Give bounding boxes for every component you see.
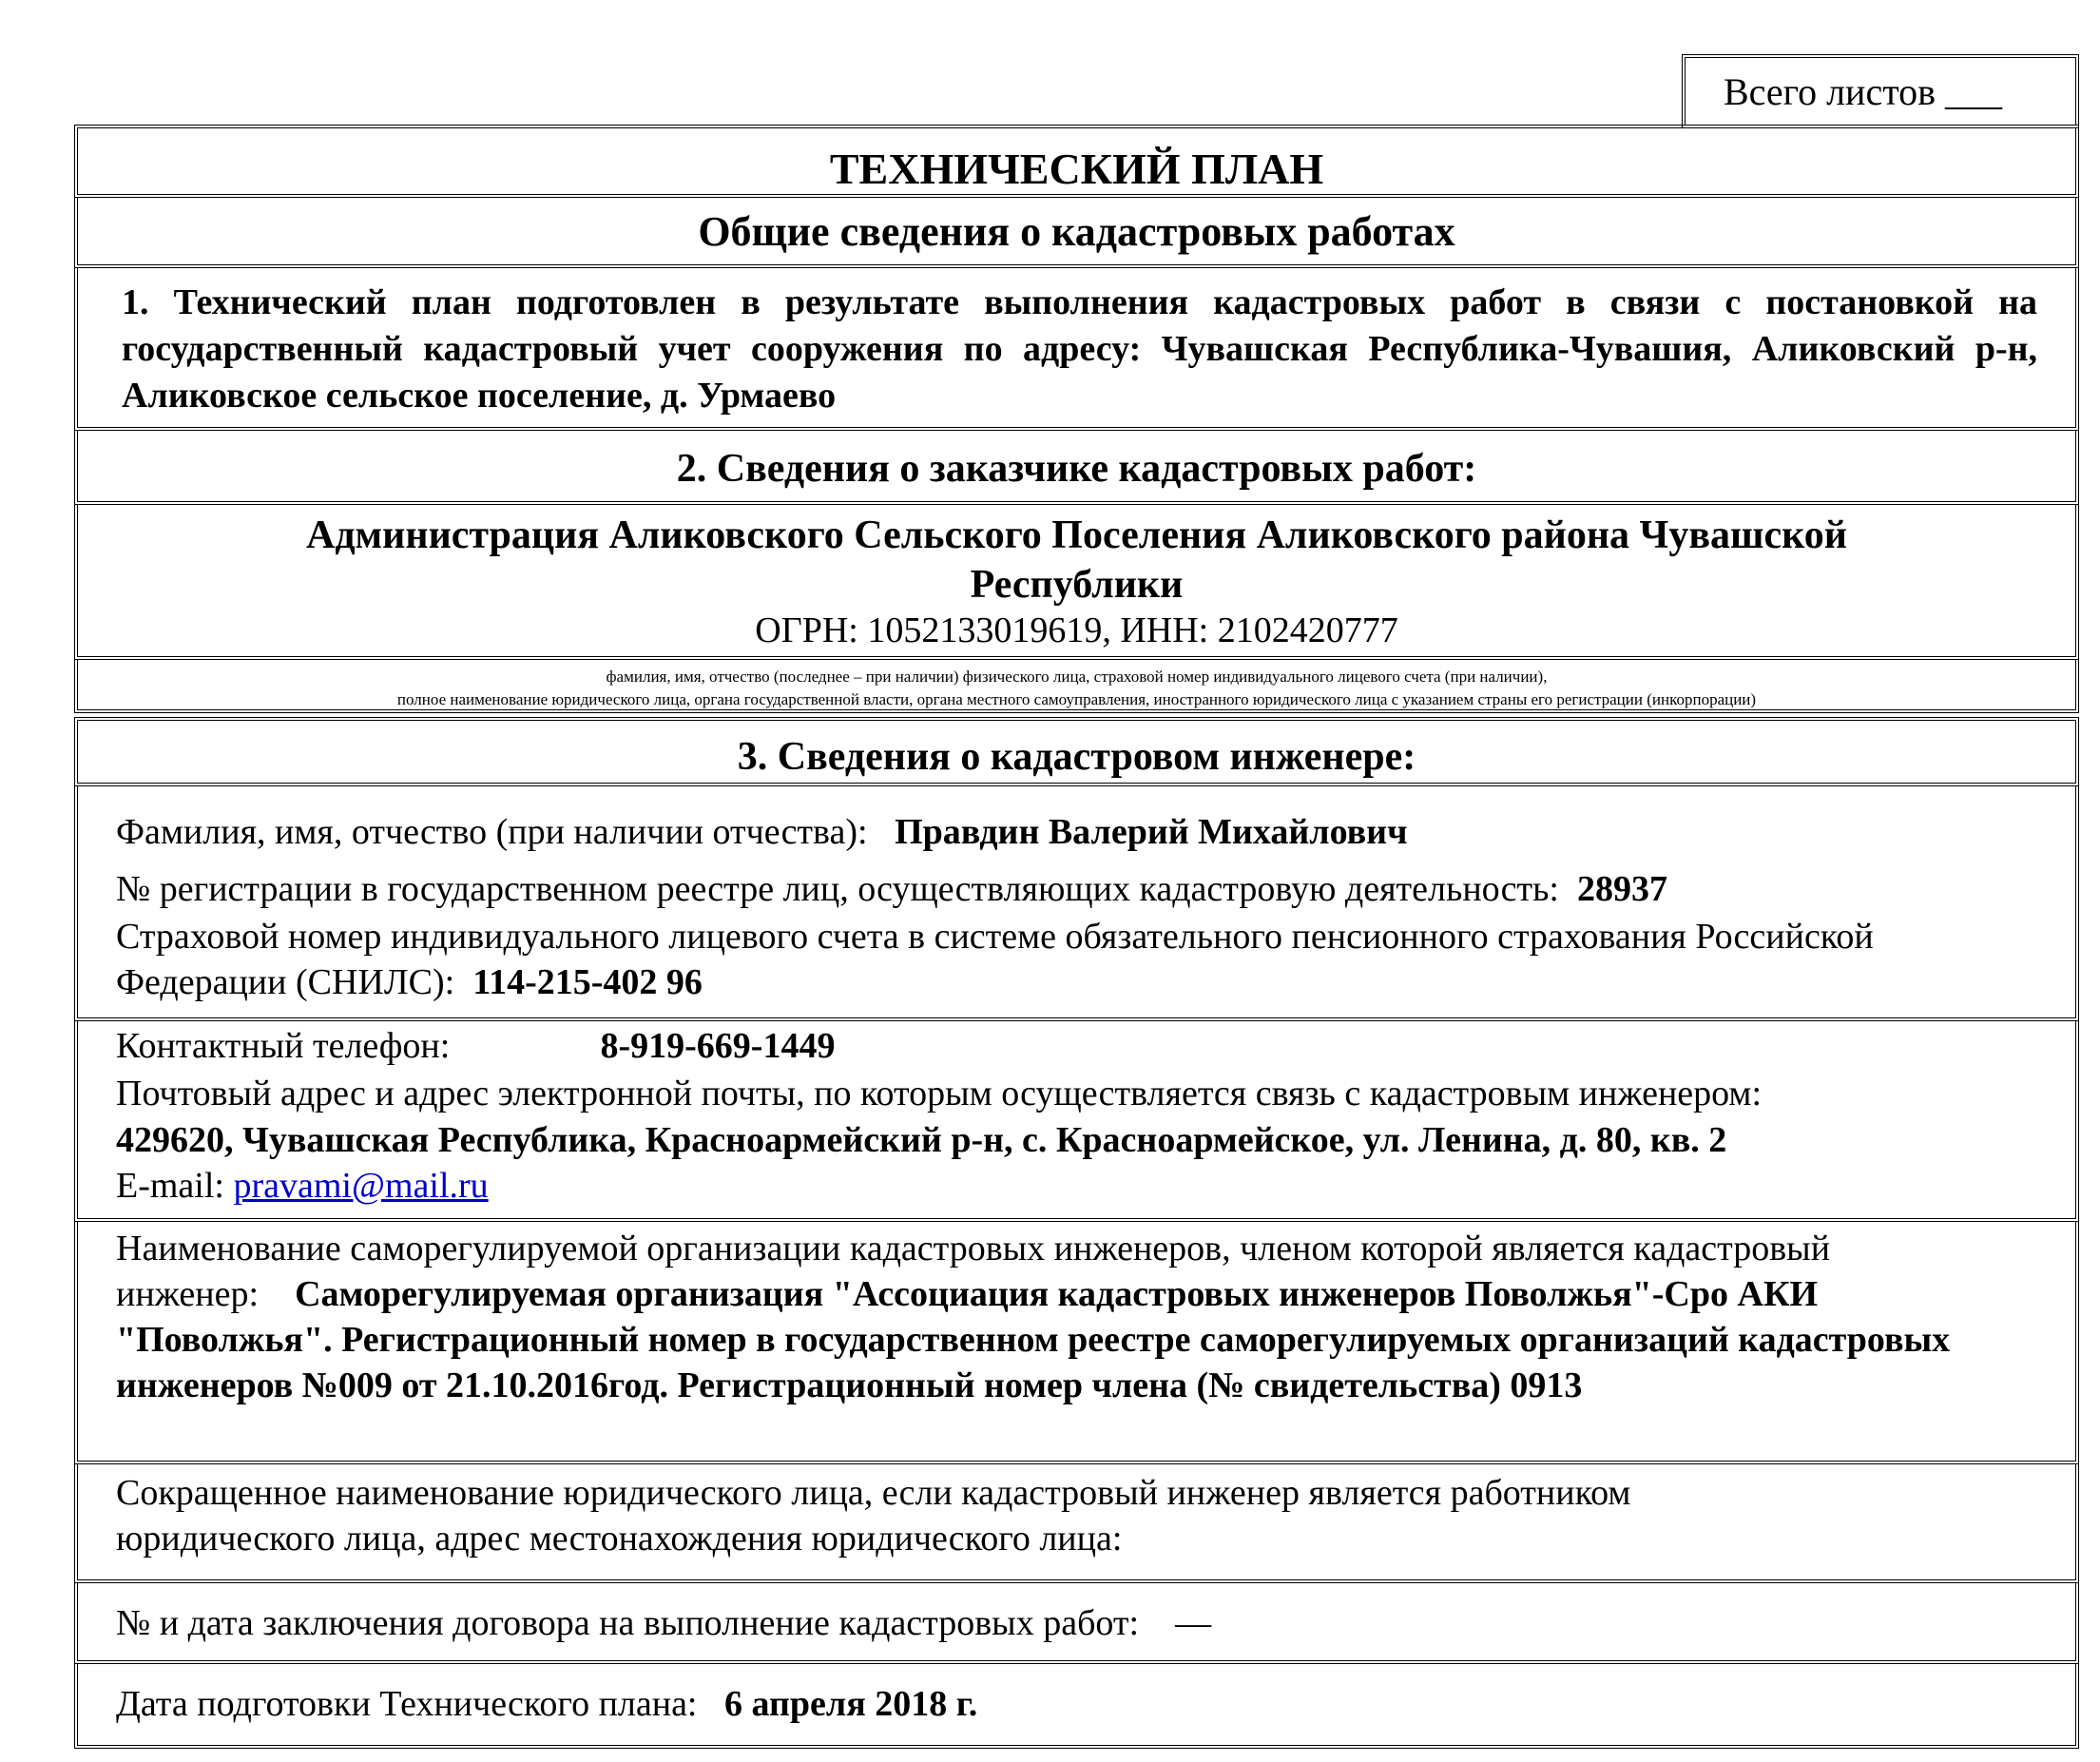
date-label: Дата подготовки Технического плана: — [116, 1684, 698, 1724]
sro-value: Саморегулируемая организация "Ассоциация кадастровых инженеров Поволжья"-Сро АКИ "Поволжья". Регистрационный номер в государственном реестре саморегулируемых организаций кадастровых инженеров №009 от 21.10.2016год. Регистрационный номер члена (№ свидетельства) 0913 — [116, 1274, 1951, 1405]
sro-label: Наименование саморегулируемой организации кадастровых инженеров, членом которой является кадастровый инженер: — [116, 1229, 1831, 1314]
date-value: 6 апреля 2018 г. — [724, 1684, 978, 1724]
reg-label: № регистрации в государственном реестре лиц, осуществляющих кадастровую деятельность: — [116, 869, 1559, 909]
contract-value: — — [1175, 1603, 1212, 1643]
sheets-label: Всего листов — [1724, 70, 1936, 113]
reg-value: 28937 — [1576, 869, 1667, 909]
section2-caption-row — [74, 660, 2079, 713]
sheets-value: ___ — [1945, 70, 2003, 113]
legal-label: Сокращенное наименование юридического лица, если кадастровый инженер является работником юридического лица, адрес местонахождения юридического лица: — [116, 1473, 1631, 1559]
contact-row — [74, 1021, 2079, 1222]
snils-value: 114-215-402 96 — [472, 962, 703, 1002]
email-label: E-mail: — [116, 1166, 224, 1206]
section1 — [74, 268, 2079, 431]
engineer-info-row — [74, 786, 2079, 1021]
address-value: 429620, Чувашская Республика, Красноармейский р-н, с. Красноармейское, ул. Ленина, д. 80, кв. 2 — [116, 1120, 1727, 1160]
section2-customer-row — [74, 505, 2079, 660]
title-row — [74, 125, 2079, 198]
customer-ids: ОГРН: 1052133019619, ИНН: 2102420777 — [755, 610, 1398, 650]
section3-heading: 3. Сведения о кадастровом инженере: — [737, 735, 1416, 779]
email-link[interactable]: pravami@mail.ru — [233, 1166, 489, 1206]
section2-heading: 2. Сведения о заказчике кадастровых работ: — [676, 447, 1477, 491]
section1-text: 1. Технический план подготовлен в результате выполнения кадастровых работ в связи с постановкой на государственный кадастровый учет сооружения по адресу: Чувашская Республика-Чувашия, Аликовский р-н, Аликовское сельское поселение, д. Урмаево — [122, 282, 2037, 416]
subtitle-row — [74, 198, 2079, 268]
snils-label: Страховой номер индивидуального лицевого счета в системе обязательного пенсионного страхования Российской Федерации (СНИЛС): — [116, 917, 1874, 1002]
customer-name: Администрация Аликовского Сельского Поселения Аликовского района Чувашской Республики — [305, 513, 1848, 607]
page-title: ТЕХНИЧЕСКИЙ ПЛАН — [829, 145, 1324, 193]
page-subtitle: Общие сведения о кадастровых работах — [698, 208, 1455, 255]
sro-row — [74, 1222, 2079, 1464]
section3-heading-row — [74, 717, 2079, 786]
address-label: Почтовый адрес и адрес электронной почты, по которым осуществляется связь с кадастровым инженером: — [116, 1074, 1763, 1113]
section2-heading-row — [74, 431, 2079, 505]
caption-line1: фамилия, имя, отчество (последнее – при наличии) физического лица, страховой номер индивидуального лицевого счета (при наличии), — [606, 668, 1548, 686]
name-value: Правдин Валерий Михайлович — [895, 812, 1408, 852]
date-row — [74, 1664, 2079, 1749]
legal-entity-row — [74, 1464, 2079, 1583]
phone-value: 8-919-669-1449 — [600, 1026, 836, 1066]
contract-row — [74, 1583, 2079, 1664]
contract-label: № и дата заключения договора на выполнение кадастровых работ: — [116, 1603, 1140, 1643]
sheets-box — [1682, 54, 2079, 128]
caption-line2: полное наименование юридического лица, органа государственной власти, органа местного самоуправления, иностранного юридического лица с указанием страны его регистрации (инкорпорации) — [396, 690, 1757, 708]
name-label: Фамилия, имя, отчество (при наличии отчества): — [116, 812, 868, 852]
phone-label: Контактный телефон: — [116, 1026, 451, 1066]
